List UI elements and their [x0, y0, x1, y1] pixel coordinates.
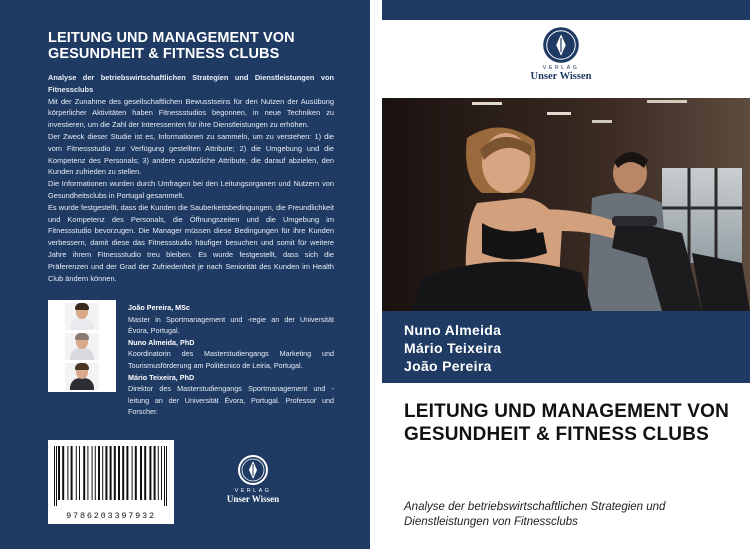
- author-name: João Pereira, MSc: [128, 303, 190, 312]
- front-cover-subtitle: Analyse der betriebswirtschaftlichen Strategien und Dienstleistungen von Fitnessclubs: [404, 501, 666, 528]
- author-photos: [48, 300, 116, 392]
- publisher-name: Unser Wissen: [226, 494, 280, 504]
- author-name: Nuno Almeida, PhD: [128, 337, 195, 347]
- front-authors-band: [382, 311, 750, 383]
- author-bios: [128, 302, 334, 418]
- author-section: [48, 300, 336, 417]
- publisher-verlag-label: VERLAG: [234, 488, 272, 494]
- blurb-paragraph: Der Zweck dieser Studie ist es, Informationen zu sammeln, um zu verstehen: 1) die vom Fitnessstudio zur Verfügung gestellten Attribute; 2) die Umgebung und die Kompetenz des Personals; 3) andere zusätzliche Attribute, die darauf abzielen, den Kunden zufrieden zu stellen.: [48, 131, 334, 177]
- back-cover-title: LEITUNG UND MANAGEMENT VON GESUNDHEIT & FITNESS CLUBS: [48, 30, 295, 62]
- back-cover: [0, 0, 370, 549]
- author-photo: [65, 303, 99, 330]
- blurb-paragraph: Mit der Zunahme des gesellschaftlichen Bewusstseins für den Nutzen der Ausübung körperlicher Aktivitäten haben Fitnessstudios begonnen, in neue Techniken zu investieren, um die Zahl der Interessenten für ihre Dienstleistungen zu erhöhen.: [48, 96, 334, 130]
- back-cover-blurb: [48, 72, 334, 284]
- author-photo: [65, 363, 99, 390]
- publisher-logo-icon: [542, 26, 580, 64]
- isbn-barcode: [48, 440, 174, 524]
- author-bio: Direktor des Masterstudiengangs Sportmanagement und -leitung an der Universität Évora, Portugal. Professor und Forscher.: [128, 384, 334, 417]
- author-bio: Koordinatorin des Masterstudiengangs Marketing und Tourismusförderung am Politécnico de Leiria, Portugal.: [128, 349, 334, 370]
- author-name: Mário Teixeira, PhD: [128, 372, 195, 382]
- front-top-band: [382, 0, 750, 20]
- author-bio: Master in Sportmanagement und -regie an der Universität Évora, Portugal.: [128, 314, 334, 336]
- blurb-paragraph: Die Informationen wurden durch Umfragen bei den Leitungsorganen und Nutzern von Gesundheitsclubs in Portugal gesammelt.: [48, 179, 334, 200]
- publisher-verlag-label: VERLAG: [542, 65, 580, 71]
- front-cover: [382, 0, 750, 549]
- spine: [370, 0, 382, 549]
- publisher-name: Unser Wissen: [530, 71, 592, 82]
- publisher-logo-icon: [237, 454, 269, 486]
- front-author-name: João Pereira: [404, 358, 492, 374]
- fitness-class-photo: [382, 98, 750, 311]
- author-photo: [65, 333, 99, 360]
- front-author-name: Nuno Almeida: [404, 322, 502, 338]
- front-author-name: Mário Teixeira: [404, 340, 502, 356]
- front-cover-title: LEITUNG UND MANAGEMENT VON GESUNDHEIT & FITNESS CLUBS: [404, 401, 730, 445]
- blurb-paragraph: Es wurde festgestellt, dass die Kunden die Sauberkeitsbedingungen, die Freundlichkeit und Kompetenz des Personals, die Öffnungszeiten und die Umgebung im Fitnessstudio bevorzugen. Die Manager müssen diese Bedingungen für ihre Kunden verbessern, damit diese das Fitnessstudio häufiger besuchen und somit für weitere Jahre ihrem Fitnessstudio treu bleiben. Es wurde festgestellt, dass sich die Präferenzen und der Grad der Zufriedenheit je nach Seniorität des Kunden im Health Club ändern können.: [48, 202, 334, 283]
- blurb-lead: Analyse der betriebswirtschaftlichen Strategien und Dienstleistungen von Fitnessclubs: [48, 73, 334, 94]
- isbn-number: 9786203397932: [66, 511, 156, 521]
